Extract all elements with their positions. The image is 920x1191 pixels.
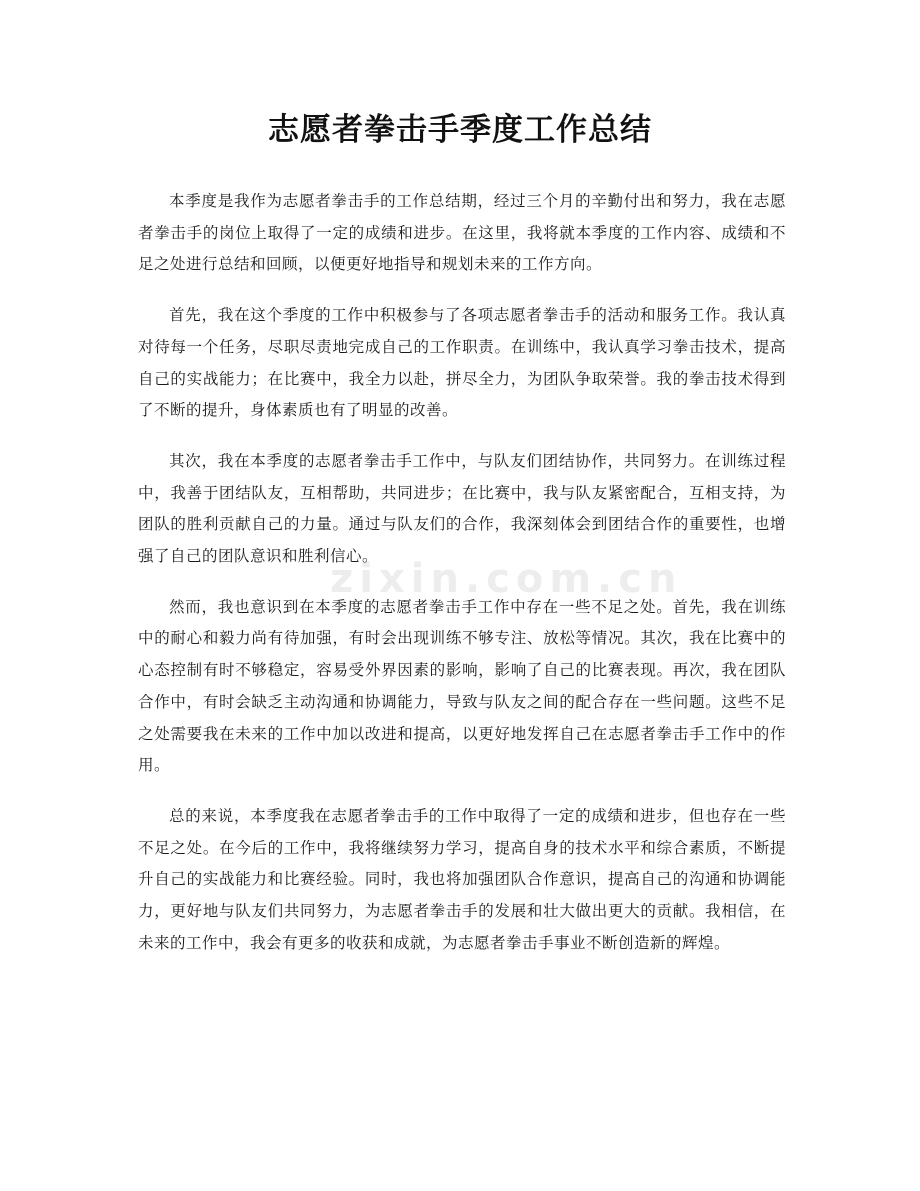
paragraph-shortcomings: 然而，我也意识到在本季度的志愿者拳击手工作中存在一些不足之处。首先，我在训练中的耐心和毅力尚有待加强，有时会出现训练不够专注、放松等情况。其次，我在比赛中的心态控制有时不够稳定，容易受外界因素的影响，影响了自己的比赛表现。再次，我在团队合作中，有时会缺乏主动沟通和协调能力，导致与队友之间的配合存在一些问题。这些不足之处需要我在未来的工作中加以改进和提高，以更好地发挥自己在志愿者拳击手工作中的作用。 <box>138 597 786 775</box>
paragraph-second: 其次，我在本季度的志愿者拳击手工作中，与队友们团结协作，共同努力。在训练过程中，我善于团结队友，互相帮助，共同进步；在比赛中，我与队友紧密配合，互相支持，为团队的胜利贡献自己的力量。通过与队友们的合作，我深刻体会到团结合作的重要性，也增强了自己的团队意识和胜利信心。 <box>138 451 786 566</box>
paragraph-first: 首先，我在这个季度的工作中积极参与了各项志愿者拳击手的活动和服务工作。我认真对待每一个任务，尽职尽责地完成自己的工作职责。在训练中，我认真学习拳击技术，提高自己的实战能力；在比赛中，我全力以赴，拼尽全力，为团队争取荣誉。我的拳击技术得到了不断的提升，身体素质也有了明显的改善。 <box>138 306 786 420</box>
document-body <box>138 186 786 978</box>
document-title: 志愿者拳击手季度工作总结 <box>268 112 652 148</box>
watermark: zixin.com.cn <box>330 556 683 602</box>
paragraph-conclusion: 总的来说，本季度我在志愿者拳击手的工作中取得了一定的成绩和进步，但也存在一些不足之处。在今后的工作中，我将继续努力学习，提高自身的技术水平和综合素质，不断提升自己的实战能力和比赛经验。同时，我也将加强团队合作意识，提高自己的沟通和协调能力，更好地与队友们共同努力，为志愿者拳击手的发展和壮大做出更大的贡献。我相信，在未来的工作中，我会有更多的收获和成就，为志愿者拳击手事业不断创造新的辉煌。 <box>138 806 786 952</box>
paragraph-intro: 本季度是我作为志愿者拳击手的工作总结期，经过三个月的辛勤付出和努力，我在志愿者拳击手的岗位上取得了一定的成绩和进步。在这里，我将就本季度的工作内容、成绩和不足之处进行总结和回顾，以便更好地指导和规划未来的工作方向。 <box>138 192 786 274</box>
